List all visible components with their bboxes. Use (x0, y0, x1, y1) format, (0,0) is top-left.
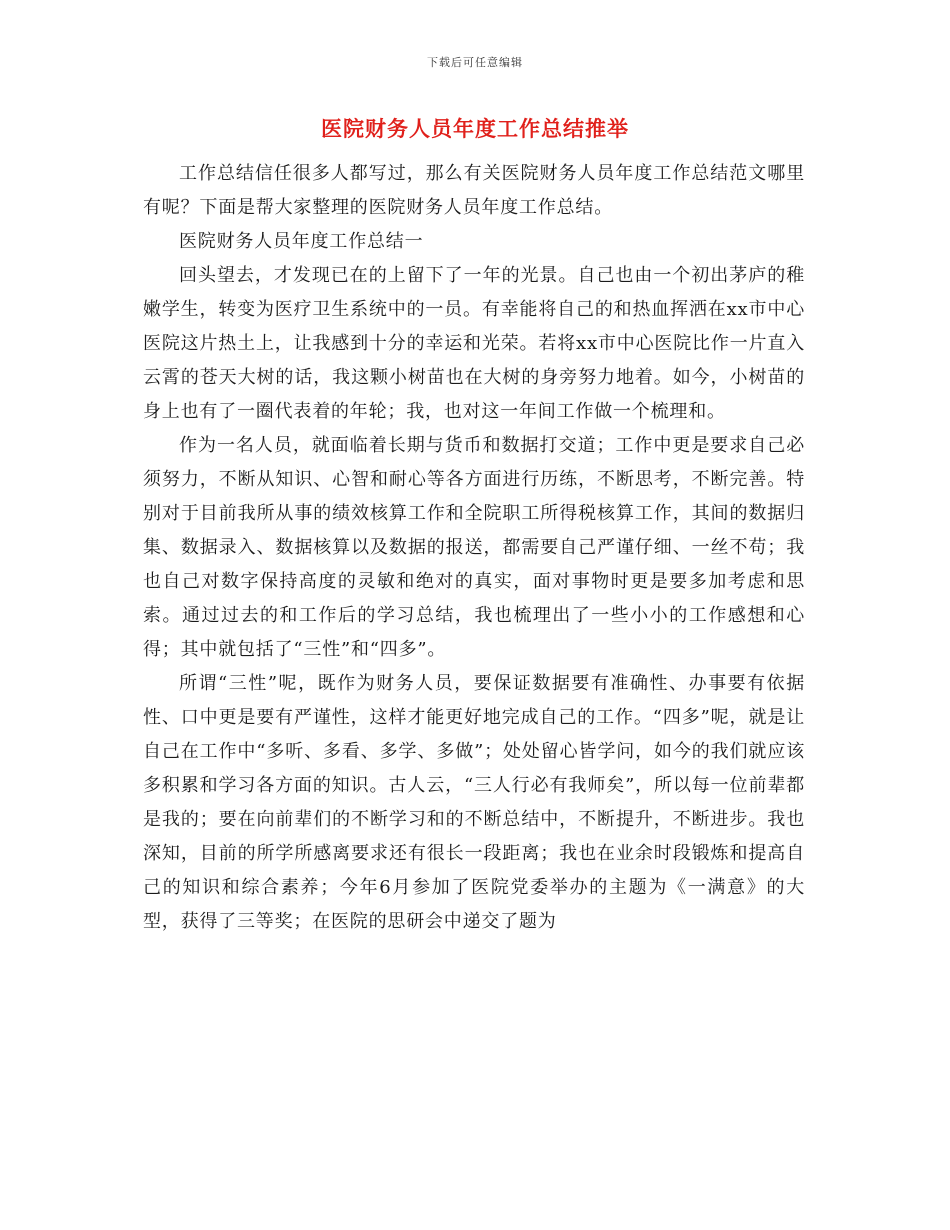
paragraph-section-heading: 医院财务人员年度工作总结一 (179, 231, 424, 252)
document-body (143, 157, 805, 939)
paragraph-duties: 作为一名人员，就面临着长期与货币和数据打交道；工作中更是要求自己必须努力，不断从知识、心智和耐心等各方面进行历练，不断思考，不断完善。特别对于目前我所从事的绩效核算工作和全院职工所得税核算工作，其间的数据归集、数据录入、数据核算以及数据的报送，都需要自己严谨仔细、一丝不苟；我也自己对数字保持高度的灵敏和绝对的真实，面对事物时更是要多加考虑和思索。通过过去的和工作后的学习总结，我也梳理出了一些小小的工作感想和心得；其中就包括了“三性”和“四多”。 (143, 435, 805, 660)
document-title: 医院财务人员年度工作总结推举 (321, 116, 629, 141)
paragraph-intro: 工作总结信任很多人都写过，那么有关医院财务人员年度工作总结范文哪里有呢？下面是帮大家整理的医院财务人员年度工作总结。 (143, 163, 805, 218)
paragraph-reflection: 回头望去，才发现已在的上留下了一年的光景。自己也由一个初出茅庐的稚嫩学生，转变为医疗卫生系统中的一员。有幸能将自己的和热血挥洒在xx市中心医院这片热土上，让我感到十分的幸运和光荣。若将xx市中心医院比作一片直入云霄的苍天大树的话，我这颗小树苗也在大树的身旁努力地着。如今，小树苗的身上也有了一圈代表着的年轮；我，也对这一年间工作做一个梳理和。 (143, 265, 805, 422)
header-note: 下载后可任意编辑 (427, 56, 523, 69)
paragraph-three-four: 所谓“三性”呢，既作为财务人员，要保证数据要有准确性、办事要有依据性、口中更是要有严谨性，这样才能更好地完成自己的工作。“四多”呢，就是让自己在工作中“多听、多看、多学、多做”；处处留心皆学问，如今的我们就应该多积累和学习各方面的知识。古人云，“三人行必有我师矣”，所以每一位前辈都是我的；要在向前辈们的不断学习和的不断总结中，不断提升，不断进步。我也深知，目前的所学所感离要求还有很长一段距离；我也在业余时段锻炼和提高自己的知识和综合素养；今年6月参加了医院党委举办的主题为《一满意》的大型，获得了三等奖；在医院的思研会中递交了题为 (143, 673, 805, 932)
